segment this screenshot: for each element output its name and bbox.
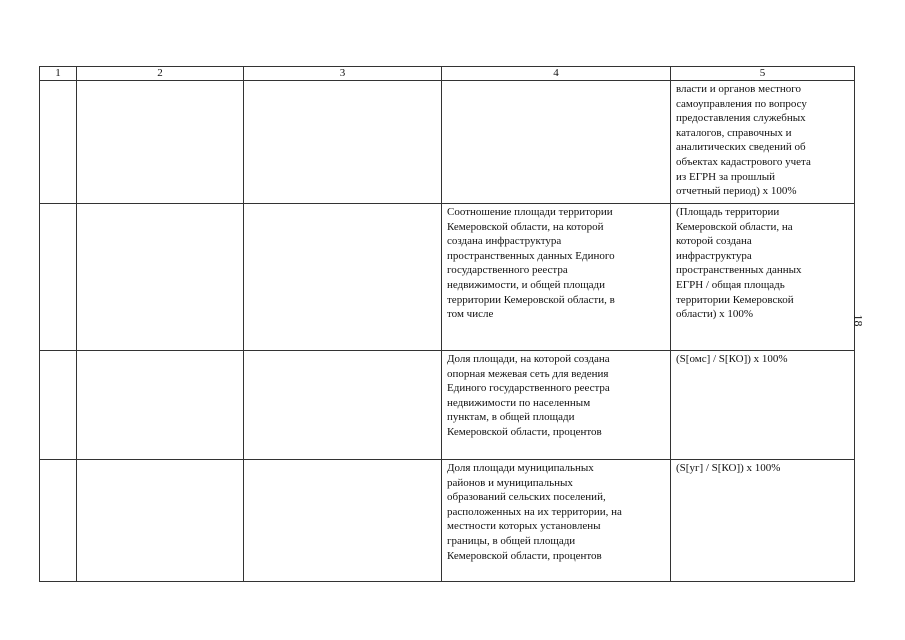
cell-col-2 bbox=[77, 351, 244, 460]
indicator-name: Доля площади, на которой создана опорная межевая сеть для ведения Единого государственного реестра недвижимости по населенным пунктам, в общей площади Кемеровской области, процентов bbox=[447, 353, 610, 438]
cell-col-3 bbox=[244, 204, 442, 351]
cell-col-1 bbox=[40, 351, 77, 460]
indicator-name: Соотношение площади территории Кемеровской области, на которой создана инфраструктура пространственных данных Единого государственного реестра недвижимости, и общей площади территории Кемеровской области, в том числе bbox=[447, 206, 615, 321]
indicator-formula: (S[уг] / S[КО]) x 100% bbox=[676, 462, 781, 474]
table-row bbox=[40, 460, 855, 582]
indicator-name bbox=[442, 81, 670, 82]
cell-col-4 bbox=[442, 351, 671, 460]
cell-col-4 bbox=[442, 460, 671, 582]
cell-col-3 bbox=[244, 81, 442, 204]
header-col-4: 4 bbox=[442, 67, 671, 81]
cell-col-2 bbox=[77, 204, 244, 351]
cell-col-1 bbox=[40, 460, 77, 582]
cell-col-2 bbox=[77, 81, 244, 204]
indicator-name: Доля площади муниципальных районов и муниципальных образований сельских поселений, расположенных на их территории, на местности которых установлены границы, в общей площади Кемеровской области, процентов bbox=[447, 462, 622, 562]
cell-col-5 bbox=[671, 460, 855, 582]
indicator-formula: власти и органов местного самоуправления по вопросу предоставления служебных каталогов, справочных и аналитических сведений об объектах кадастрового учета из ЕГРН за прошлый отчетный период) x 100% bbox=[676, 83, 811, 198]
cell-col-5 bbox=[671, 351, 855, 460]
header-col-3: 3 bbox=[244, 67, 442, 81]
cell-col-3 bbox=[244, 460, 442, 582]
header-col-2: 2 bbox=[77, 67, 244, 81]
indicators-table bbox=[39, 66, 855, 582]
cell-col-1 bbox=[40, 204, 77, 351]
header-col-1: 1 bbox=[40, 67, 77, 81]
cell-col-1 bbox=[40, 81, 77, 204]
indicator-formula: (Площадь территории Кемеровской области, на которой создана инфраструктура пространственных данных ЕГРН / общая площадь территории Кемеровской области) x 100% bbox=[676, 206, 802, 321]
page-number: 18 bbox=[851, 314, 866, 327]
table-row bbox=[40, 204, 855, 351]
cell-col-4 bbox=[442, 81, 671, 204]
header-col-5: 5 bbox=[671, 67, 855, 81]
cell-col-5 bbox=[671, 81, 855, 204]
table-header-row bbox=[40, 67, 855, 81]
indicator-formula: (S[омс] / S[КО]) x 100% bbox=[676, 353, 788, 365]
cell-col-5 bbox=[671, 204, 855, 351]
cell-col-4 bbox=[442, 204, 671, 351]
cell-col-2 bbox=[77, 460, 244, 582]
table-row bbox=[40, 351, 855, 460]
table-row bbox=[40, 81, 855, 204]
cell-col-3 bbox=[244, 351, 442, 460]
